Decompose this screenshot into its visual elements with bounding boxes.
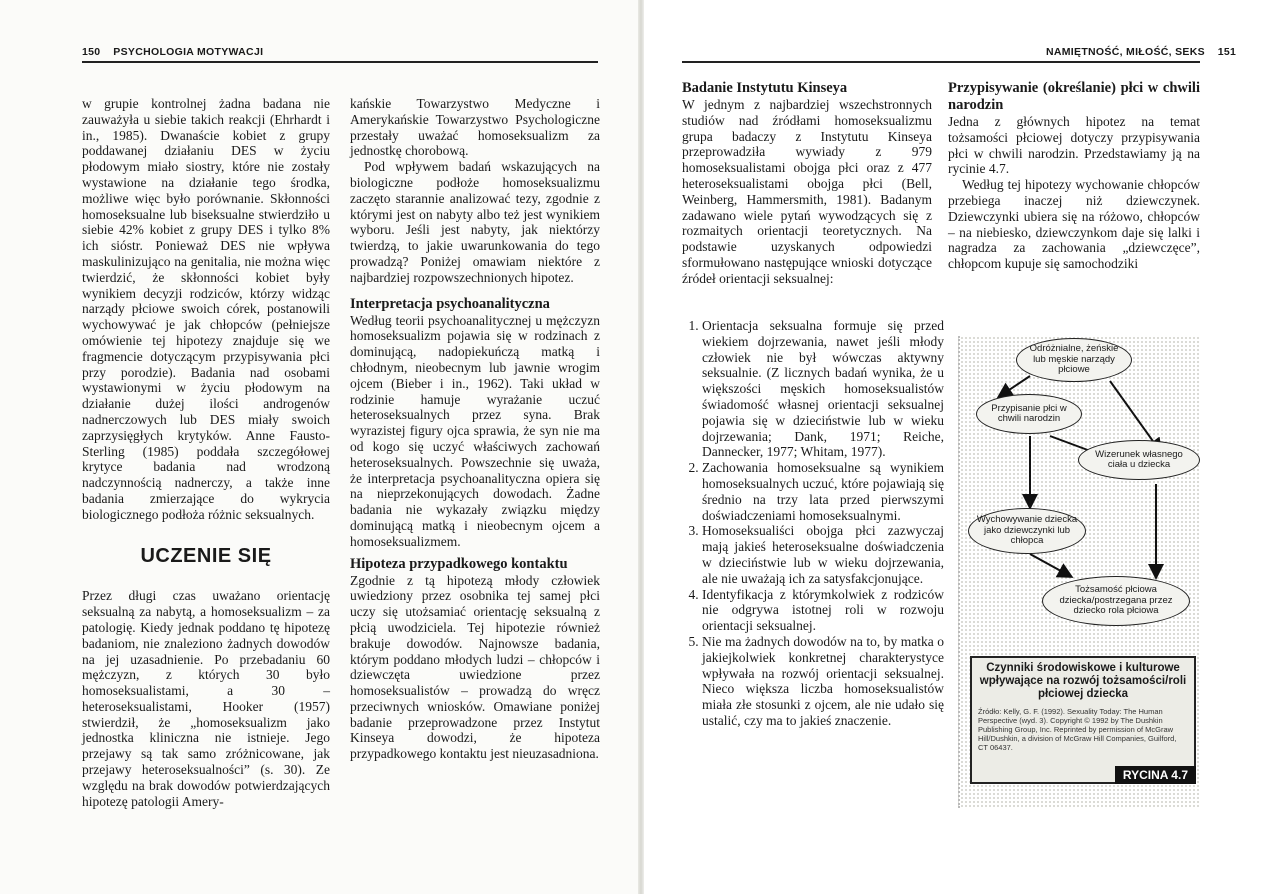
list-item: 3. Homoseksualiści obojga płci zazwyczaj mają jakieś heteroseksualne doświadczenia w dzieciństwie lub w wieku dojrzewania, ale nie uważają ich za satysfakcjonujące. bbox=[702, 523, 944, 586]
paragraph: Przez długi czas uważano orientację seksualną za nabytą, a homoseksualizm – za patologię. Kiedy jednak poddano tę hipotezę badaniom, nie znaleziono żadnych dowodów na jej uzasadnienie. Po przebadaniu 60 mężczyzn, z których 30 było homoseksualistami, a 30 – heteroseksualistami, Hooker (1957) stwierdził, że „homoseksualizm jako jednostka kliniczna nie istnieje. Jego przejawy są tak samo zróżnicowane, jak przejawy heteroseksualności” (s. 30). Ze względu na brak dowodów potwierdzających hipotezę patologii Amery- bbox=[82, 588, 330, 809]
figure-title: Czynniki środowiskowe i kulturowe wpływające na rozwój tożsamości/roli płciowej dziecka bbox=[979, 662, 1187, 700]
paragraph: Według tej hipotezy wychowanie chłopców przebiega inaczej niż dziewczynek. Dziewczynki ubiera się na różowo, chłopców – na niebiesko, dziewczynkom daje się lalki i nagradza za zachowania „dziewczęce”, chłopcom kupuje się samochodziki bbox=[948, 177, 1200, 272]
list-item: 4. Identyfikacja z którymkolwiek z rodziców nie odgrywa istotnej roli w rozwoju orientacji seksualnej. bbox=[702, 587, 944, 634]
node-gender-identity: Tożsamość płciowa dziecka/postrzegana przez dziecko rola płciowa bbox=[1042, 576, 1190, 626]
paragraph: Jedna z głównych hipotez na temat tożsamości płciowej dotyczy przypisywania płci w chwili narodzin. Przedstawiamy ją na rycinie 4.7. bbox=[948, 114, 1200, 177]
paragraph: W jednym z najbardziej wszechstronnych studiów nad źródłami homoseksualizmu grupa badaczy z Instytutu Kinseya przeprowadziła wywiady z 979 homoseksualistami obojga płci oraz z 477 heteroseksualistami obojga płci (Bell, Weinberg, Hammersmith, 1981). Badanym zadawano wiele pytań wywodzących się z rozmaitych orientacji teoretycznych. Na podstawie uzyskanych odpowiedzi sformułowano następujące wnioski dotyczące źródeł orientacji seksualnej: bbox=[682, 97, 932, 286]
list-item: 2. Zachowania homoseksualne są wynikiem homoseksualnych uczuć, które pojawiają się średnio na trzy lata przed pierwszymi doświadczeniami homoseksualnymi. bbox=[702, 460, 944, 523]
left-running-header bbox=[82, 46, 263, 58]
figure-caption-box bbox=[970, 656, 1196, 784]
paragraph: Zgodnie z tą hipotezą młody człowiek uwiedziony przez osobnika tej samej płci uczy się utożsamiać orientację seksualną z płcią uwodziciela. Tej hipotezie również brakuje dowodów. Najnowsze badania, którym poddano młodych ludzi – chłopców i dziewczęta uwiedzione przez homoseksualistów – prowadzą do wręcz przeciwnych wniosków. Omawiane poniżej badanie przeprowadzone przez Instytut Kinseya dowodzi, że hipoteza przypadkowego kontaktu jest nieuzasadniona. bbox=[350, 572, 600, 762]
list-item: 5. Nie ma żadnych dowodów na to, by matka o jakiejkolwiek konkretnej charakterystyce wpływała na rozwój orientacji seksualnej. Nieco większa liczba homoseksualistów miała złe stosunki z ojcem, ale nie udało się ustalić, czy ma to jakieś znaczenie. bbox=[702, 634, 944, 729]
left-running-title: PSYCHOLOGIA MOTYWACJI bbox=[113, 46, 264, 58]
node-sex-assignment: Przypisanie płci w chwili narodzin bbox=[976, 394, 1082, 434]
kinsey-conclusions bbox=[682, 318, 944, 729]
arrow-upbringing-to-identity bbox=[1030, 554, 1070, 576]
left-column-2 bbox=[350, 96, 600, 762]
paragraph: w grupie kontrolnej żadna badana nie zauważyła u siebie takich reakcji (Ehrhardt i in., 1985). Dwanaście kobiet z grupy poddawanej działaniu DES w życiu płodowym miało siostry, które nie zostały wystawione na działanie tego środka, możliwe więc było porównanie. Skłonności homoseksualne lub biseksualne stwierdziło u siebie 42% kobiet z grupy DES i tylko 8% ich sióstr. Ponieważ DES nie wpływa maskulinizująco na genitalia, nie można więc twierdzić, że skłonności kobiet były wynikiem decyzji rodziców, którzy widząc narządy płciowe swoich córek, postanowili wychowywać je jak chłopców (pełniejsze omówienie tej hipotezy znajduje się we fragmencie dotyczącym przypisywania płci przy porodzie). Badania nad osobami wystawionymi w życiu płodowym na działanie dużej ilości androgenów nadnerczowych lub DES miały swoich zaprzysięgłych krytyków. Anne Fausto-Sterling (1985) poddała szczegółowej krytyce badania nad wrodzoną nadczynnością nadnerczy, a także inne badania zmierzające do wykrycia biologicznego podłoża różnic seksualnych. bbox=[82, 96, 330, 522]
right-header-rule bbox=[682, 61, 1200, 63]
list-item: 1. Orientacja seksualna formuje się przed wiekiem dojrzewania, nawet jeśli młody człowiek nie był wówczas aktywny seksualnie. (Z licznych badań wynika, że u większości męskich homoseksualistów świadomość własnej orientacji seksualnej pojawia się w dzieciństwie lub w wieku dojrzewania; Dank, 1971; Reiche, Dannecker, 1977; Whitam, 1977). bbox=[702, 318, 944, 460]
left-page-number: 150 bbox=[82, 46, 101, 58]
right-column-2-top bbox=[948, 80, 1200, 272]
heading-random-contact: Hipoteza przypadkowego kontaktu bbox=[350, 555, 568, 572]
right-page-number: 151 bbox=[1217, 46, 1237, 58]
node-upbringing: Wychowywanie dziecka jako dziewczynki lub chłopca bbox=[968, 508, 1086, 554]
figure-4-7 bbox=[958, 336, 1200, 808]
heading-kinsey: Badanie Instytutu Kinseya bbox=[682, 80, 848, 96]
conclusions-list bbox=[682, 318, 944, 729]
right-column-1-top bbox=[682, 80, 932, 287]
left-column-1 bbox=[82, 96, 330, 809]
node-genitals: Odróżnialne, żeńskie lub męskie narządy płciowe bbox=[1016, 338, 1132, 382]
right-running-title: NAMIĘTNOŚĆ, MIŁOŚĆ, SEKS bbox=[1046, 46, 1205, 58]
node-body-image: Wizerunek własnego ciała u dziecka bbox=[1078, 440, 1200, 480]
paragraph: kańskie Towarzystwo Medyczne i Amerykańskie Towarzystwo Psychologiczne przestały uważać homoseksualizm za jednostkę chorobową. bbox=[350, 96, 600, 159]
left-header-rule bbox=[82, 61, 598, 63]
heading-assignment: Przypisywanie (określanie) płci w chwili narodzin bbox=[948, 80, 1200, 113]
arrow-organs-to-assignment bbox=[1000, 376, 1030, 396]
section-heading-learning: UCZENIE SIĘ bbox=[140, 544, 272, 567]
right-running-header bbox=[1046, 46, 1236, 58]
figure-source: Źródło: Kelly, G. F. (1992). Sexuality Today: The Human Perspective (wyd. 3). Copyright © 1992 by The Dushkin Publishing Group, Inc. Reprinted by permission of McGraw Hill/Dushkin, a division of McGraw Hill Companies, Guilford, CT 06437. bbox=[978, 707, 1177, 752]
paragraph: Według teorii psychoanalitycznej u mężczyzn homoseksualizm pojawia się w rodzinach z dominującą, nadopiekuńczą matką i chłodnym, nieobecnym lub jawnie wrogim ojcem (Bieber i in., 1962). Taki układ w rodzinie hamuje wyrażanie uczuć heteroseksualnych przez syna. Brak wyrazistej figury ojca sprawia, że syn nie ma od kogo się uczyć właściwych zachowań heteroseksualnych. Powszechnie się uważa, że interpretacja psychoanalityczna opiera się na nieprzekonujących dowodach. Żadne badania nie wykazały związku między dominującą matką i nieobecnym ojcem a homoseksualizmem. bbox=[350, 312, 600, 549]
paragraph: Pod wpływem badań wskazujących na biologiczne podłoże homoseksualizmu zaczęto starannie analizować tezy, zgodnie z którymi jest on nabyty albo też jest wynikiem wyboru. Jeśli jest nabyty, jak niektórzy twierdzą, to jakie uwarunkowania do tego prowadzą? Poniżej omawiam niektóre z najbardziej rozpowszechnionych hipotez. bbox=[350, 159, 600, 285]
heading-psychoanalytic: Interpretacja psychoanalityczna bbox=[350, 295, 550, 312]
figure-label: RYCINA 4.7 bbox=[1115, 766, 1196, 784]
